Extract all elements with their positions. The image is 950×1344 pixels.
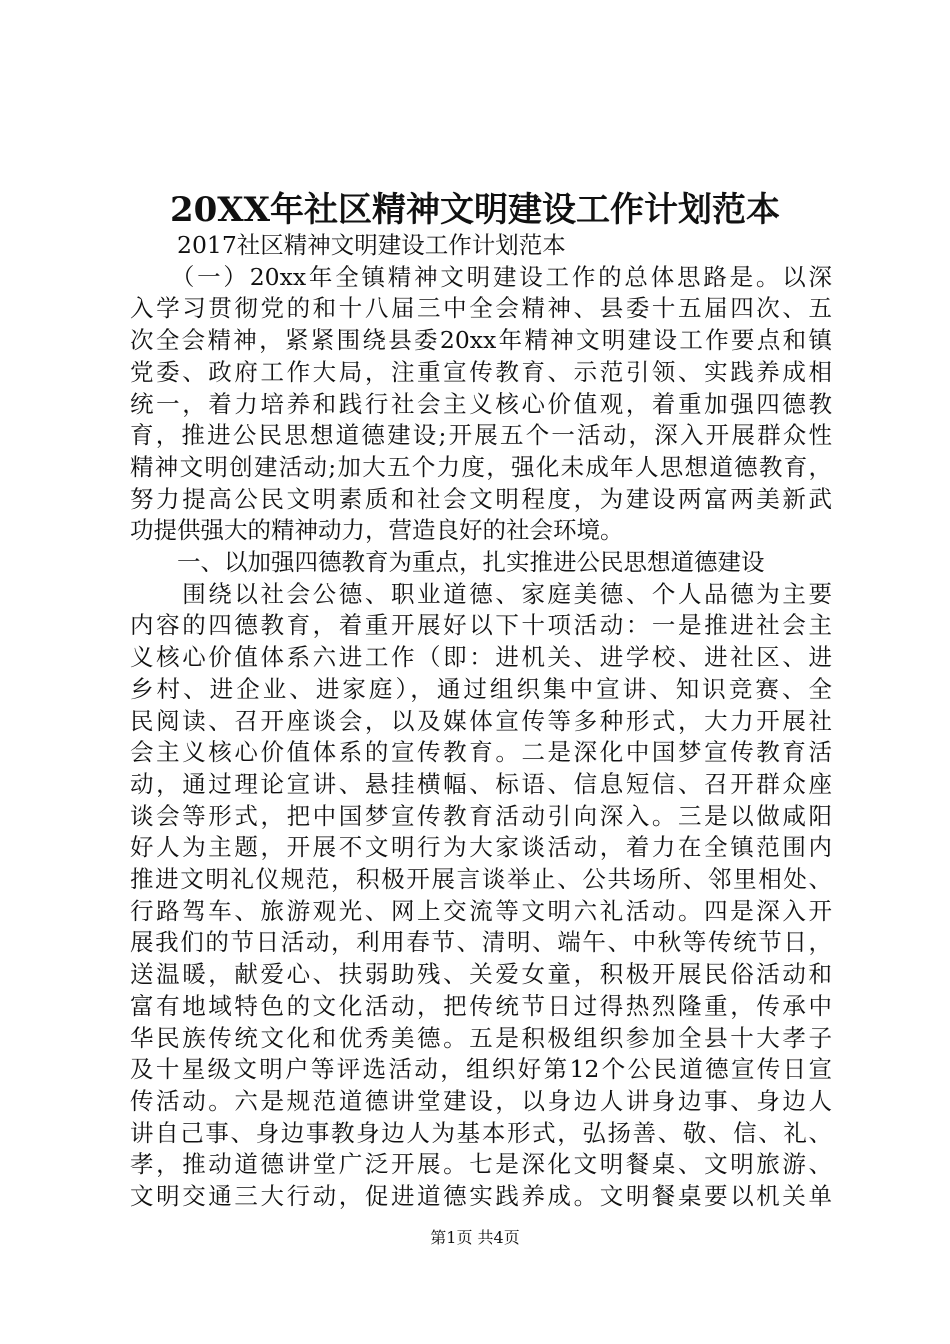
text-line: 会主义核心价值体系的宣传教育。二是深化中国梦宣传教育活	[130, 738, 832, 767]
text-line: 富有地域特色的文化活动，把传统节日过得热烈隆重，传承中	[130, 991, 832, 1020]
text-line: 功提供强大的精神动力，营造良好的社会环境。	[130, 516, 624, 545]
text-line: 送温暖，献爱心、扶弱助残、关爱女童，积极开展民俗活动和	[130, 960, 832, 989]
text-line: 民阅读、召开座谈会，以及媒体宣传等多种形式，大力开展社	[130, 706, 832, 735]
text-line: 内容的四德教育，着重开展好以下十项活动：一是推进社会主	[130, 611, 832, 640]
text-line: 文明交通三大行动，促进道德实践养成。文明餐桌要以机关单	[130, 1182, 832, 1211]
text-line: 2017社区精神文明建设工作计划范本	[130, 231, 566, 259]
text-line: 讲自己事、身边事教身边人为基本形式，弘扬善、敬、信、礼、	[130, 1118, 832, 1147]
text-line: 及十星级文明户等评选活动，组织好第12个公民道德宣传日宣	[130, 1055, 832, 1084]
text-line: （一）20xx年全镇精神文明建设工作的总体思路是。以深	[130, 262, 832, 291]
text-line: 动，通过理论宣讲、悬挂横幅、标语、信息短信、召开群众座	[130, 769, 832, 798]
document-body	[130, 230, 832, 1213]
text-line: 党委、政府工作大局，注重宣传教育、示范引领、实践养成相	[130, 357, 832, 386]
text-line: 努力提高公民文明素质和社会文明程度，为建设两富两美新武	[130, 484, 832, 513]
text-line: 行路驾车、旅游观光、网上交流等文明六礼活动。四是深入开	[130, 896, 832, 925]
text-line: 次全会精神，紧紧围绕县委20xx年精神文明建设工作要点和镇	[130, 326, 832, 355]
text-line: 义核心价值体系六进工作（即：进机关、进学校、进社区、进	[130, 643, 832, 672]
text-line: 谈会等形式，把中国梦宣传教育活动引向深入。三是以做咸阳	[130, 801, 832, 830]
text-line: 展我们的节日活动，利用春节、清明、端午、中秋等传统节日，	[130, 928, 832, 957]
text-line: 华民族传统文化和优秀美德。五是积极组织参加全县十大孝子	[130, 1023, 832, 1052]
text-line: 传活动。六是规范道德讲堂建设，以身边人讲身边事、身边人	[130, 1086, 832, 1115]
text-line: 育，推进公民思想道德建设;开展五个一活动，深入开展群众性	[130, 421, 832, 450]
text-line: 孝，推动道德讲堂广泛开展。七是深化文明餐桌、文明旅游、	[130, 1150, 832, 1179]
text-line: 推进文明礼仪规范，积极开展言谈举止、公共场所、邻里相处、	[130, 865, 832, 894]
document-title: 20XX年社区精神文明建设工作计划范本	[169, 190, 781, 230]
text-line: 入学习贯彻党的和十八届三中全会精神、县委十五届四次、五	[130, 294, 832, 323]
page-footer: 第1页 共4页	[430, 1228, 520, 1247]
text-line: 精神文明创建活动;加大五个力度，强化未成年人思想道德教育，	[130, 452, 832, 481]
text-line: 围绕以社会公德、职业道德、家庭美德、个人品德为主要	[130, 579, 832, 608]
text-line: 统一，着力培养和践行社会主义核心价值观，着重加强四德教	[130, 389, 832, 418]
text-line: 乡村、进企业、进家庭），通过组织集中宣讲、知识竞赛、全	[130, 674, 832, 703]
text-line: 一、以加强四德教育为重点，扎实推进公民思想道德建设	[130, 548, 765, 577]
text-line: 好人为主题，开展不文明行为大家谈活动，着力在全镇范围内	[130, 833, 832, 862]
